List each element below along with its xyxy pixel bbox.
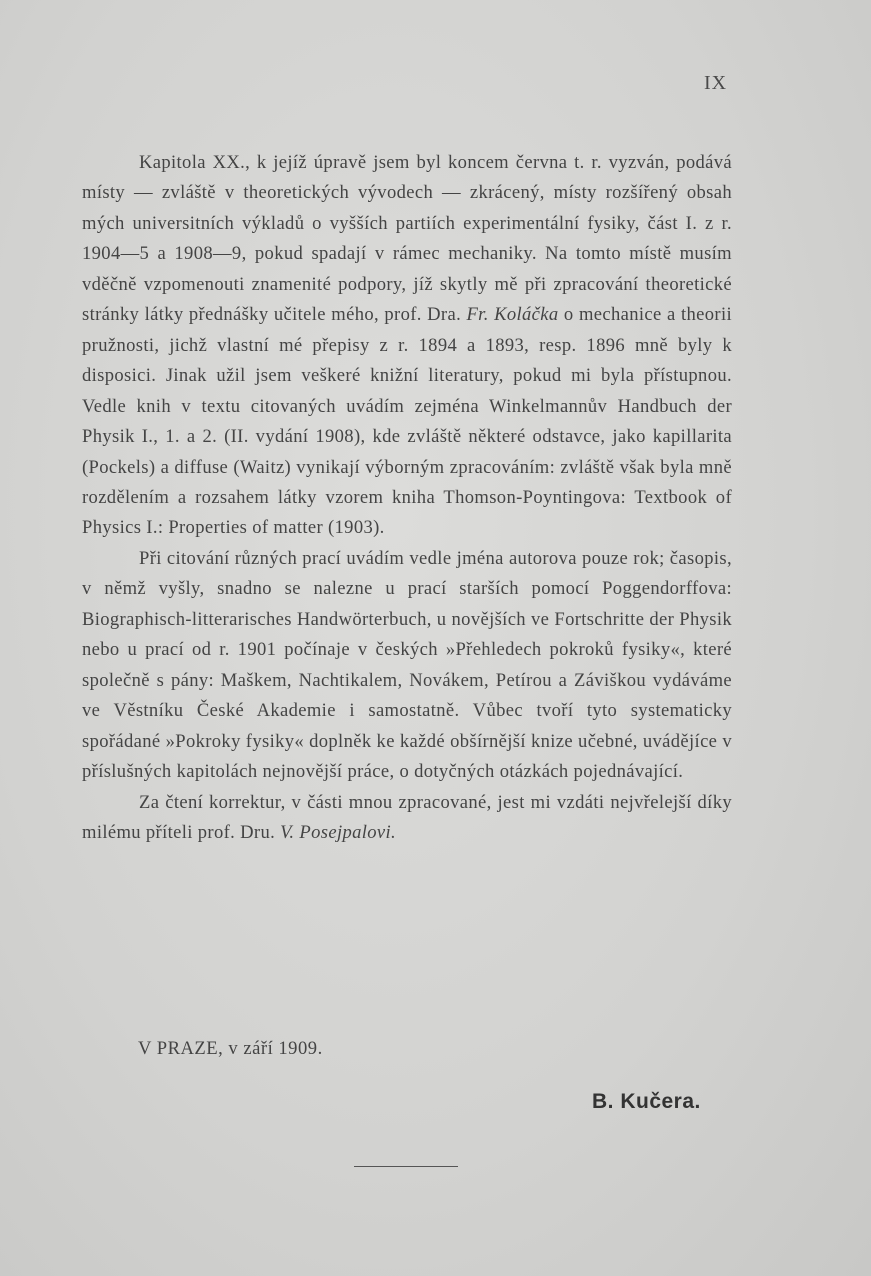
paragraph-3-part-2: V. Posejpalovi.: [280, 821, 397, 843]
paragraph-1-part-2: Fr. Koláčka: [466, 304, 559, 326]
paragraph-2-part-1: Při citování různých prací uvádím vedle jména autorova pouze rok; časopis, v němž vyšly, snadno se nalezne u prací starších pomocí Poggendorffova: Biographisch-litterarisches Handwörterbuch, u novějších ve Fortschritte der Physik nebo u prací od r. 1901 počínaje v českých »Přehledech pokroků fysiky«, které společně s pány: Maškem, Nachtikalem, Novákem, Petírou a Záviškou vydáváme ve Věstníku České Akademie i samostatně. Vůbec tvoří tyto systematicky spořádané »Pokroky fysiky« doplněk ke každé obšírnější knize učebné, uvádějíce v příslušných kapitolách nejnovější práce, o dotyčných otázkách pojednávající.: [82, 547, 732, 783]
paragraph-1: [82, 148, 732, 544]
page-number: IX: [704, 72, 728, 94]
closing-rule: [354, 1166, 458, 1167]
body-text: [82, 148, 732, 848]
paragraph-3: [82, 788, 732, 849]
paragraph-2: [82, 544, 732, 788]
paragraph-1-part-3: o mechanice a theorii pružnosti, jichž vlastní mé přepisy z r. 1894 a 1893, resp. 1896 mně byly k disposici. Jinak užil jsem veškeré knižní literatury, pokud mi byla přístupnou. Vedle knih v textu citovaných uvádím zejména Winkelmannův Handbuch der Physik I., 1. a 2. (II. vydání 1908), kde zvláště některé odstavce, jako kapillarita (Pockels) a diffuse (Waitz) vynikají výborným zpracováním: zvláště však byla mně rozdělením a rozsahem látky vzorem kniha Thomson-Poyntingova: Textbook of Physics I.: Properties of matter (1903).: [82, 304, 732, 539]
place-date: V PRAZE, v září 1909.: [138, 1038, 323, 1059]
paragraph-1-part-1: Kapitola XX., k jejíž úpravě jsem byl koncem června t. r. vyzván, podává místy — zvláště v theoretických vývodech — zkrácený, místy rozšířený obsah mých universitních výkladů o vyšších partiích experimentální fysiky, část I. z r. 1904—5 a 1908—9, pokud spadají v rámec mechaniky. Na tomto místě musím vděčně vzpomenouti znamenité podpory, jíž skytly mě při zpracování theoretické stránky látky přednášky učitele mého, prof. Dra.: [82, 152, 732, 326]
signature: B. Kučera.: [592, 1090, 701, 1113]
paragraph-3-part-1: Za čtení korrektur, v části mnou zpracované, jest mi vzdáti nejvřelejší díky milému příteli prof. Dru.: [82, 791, 732, 843]
